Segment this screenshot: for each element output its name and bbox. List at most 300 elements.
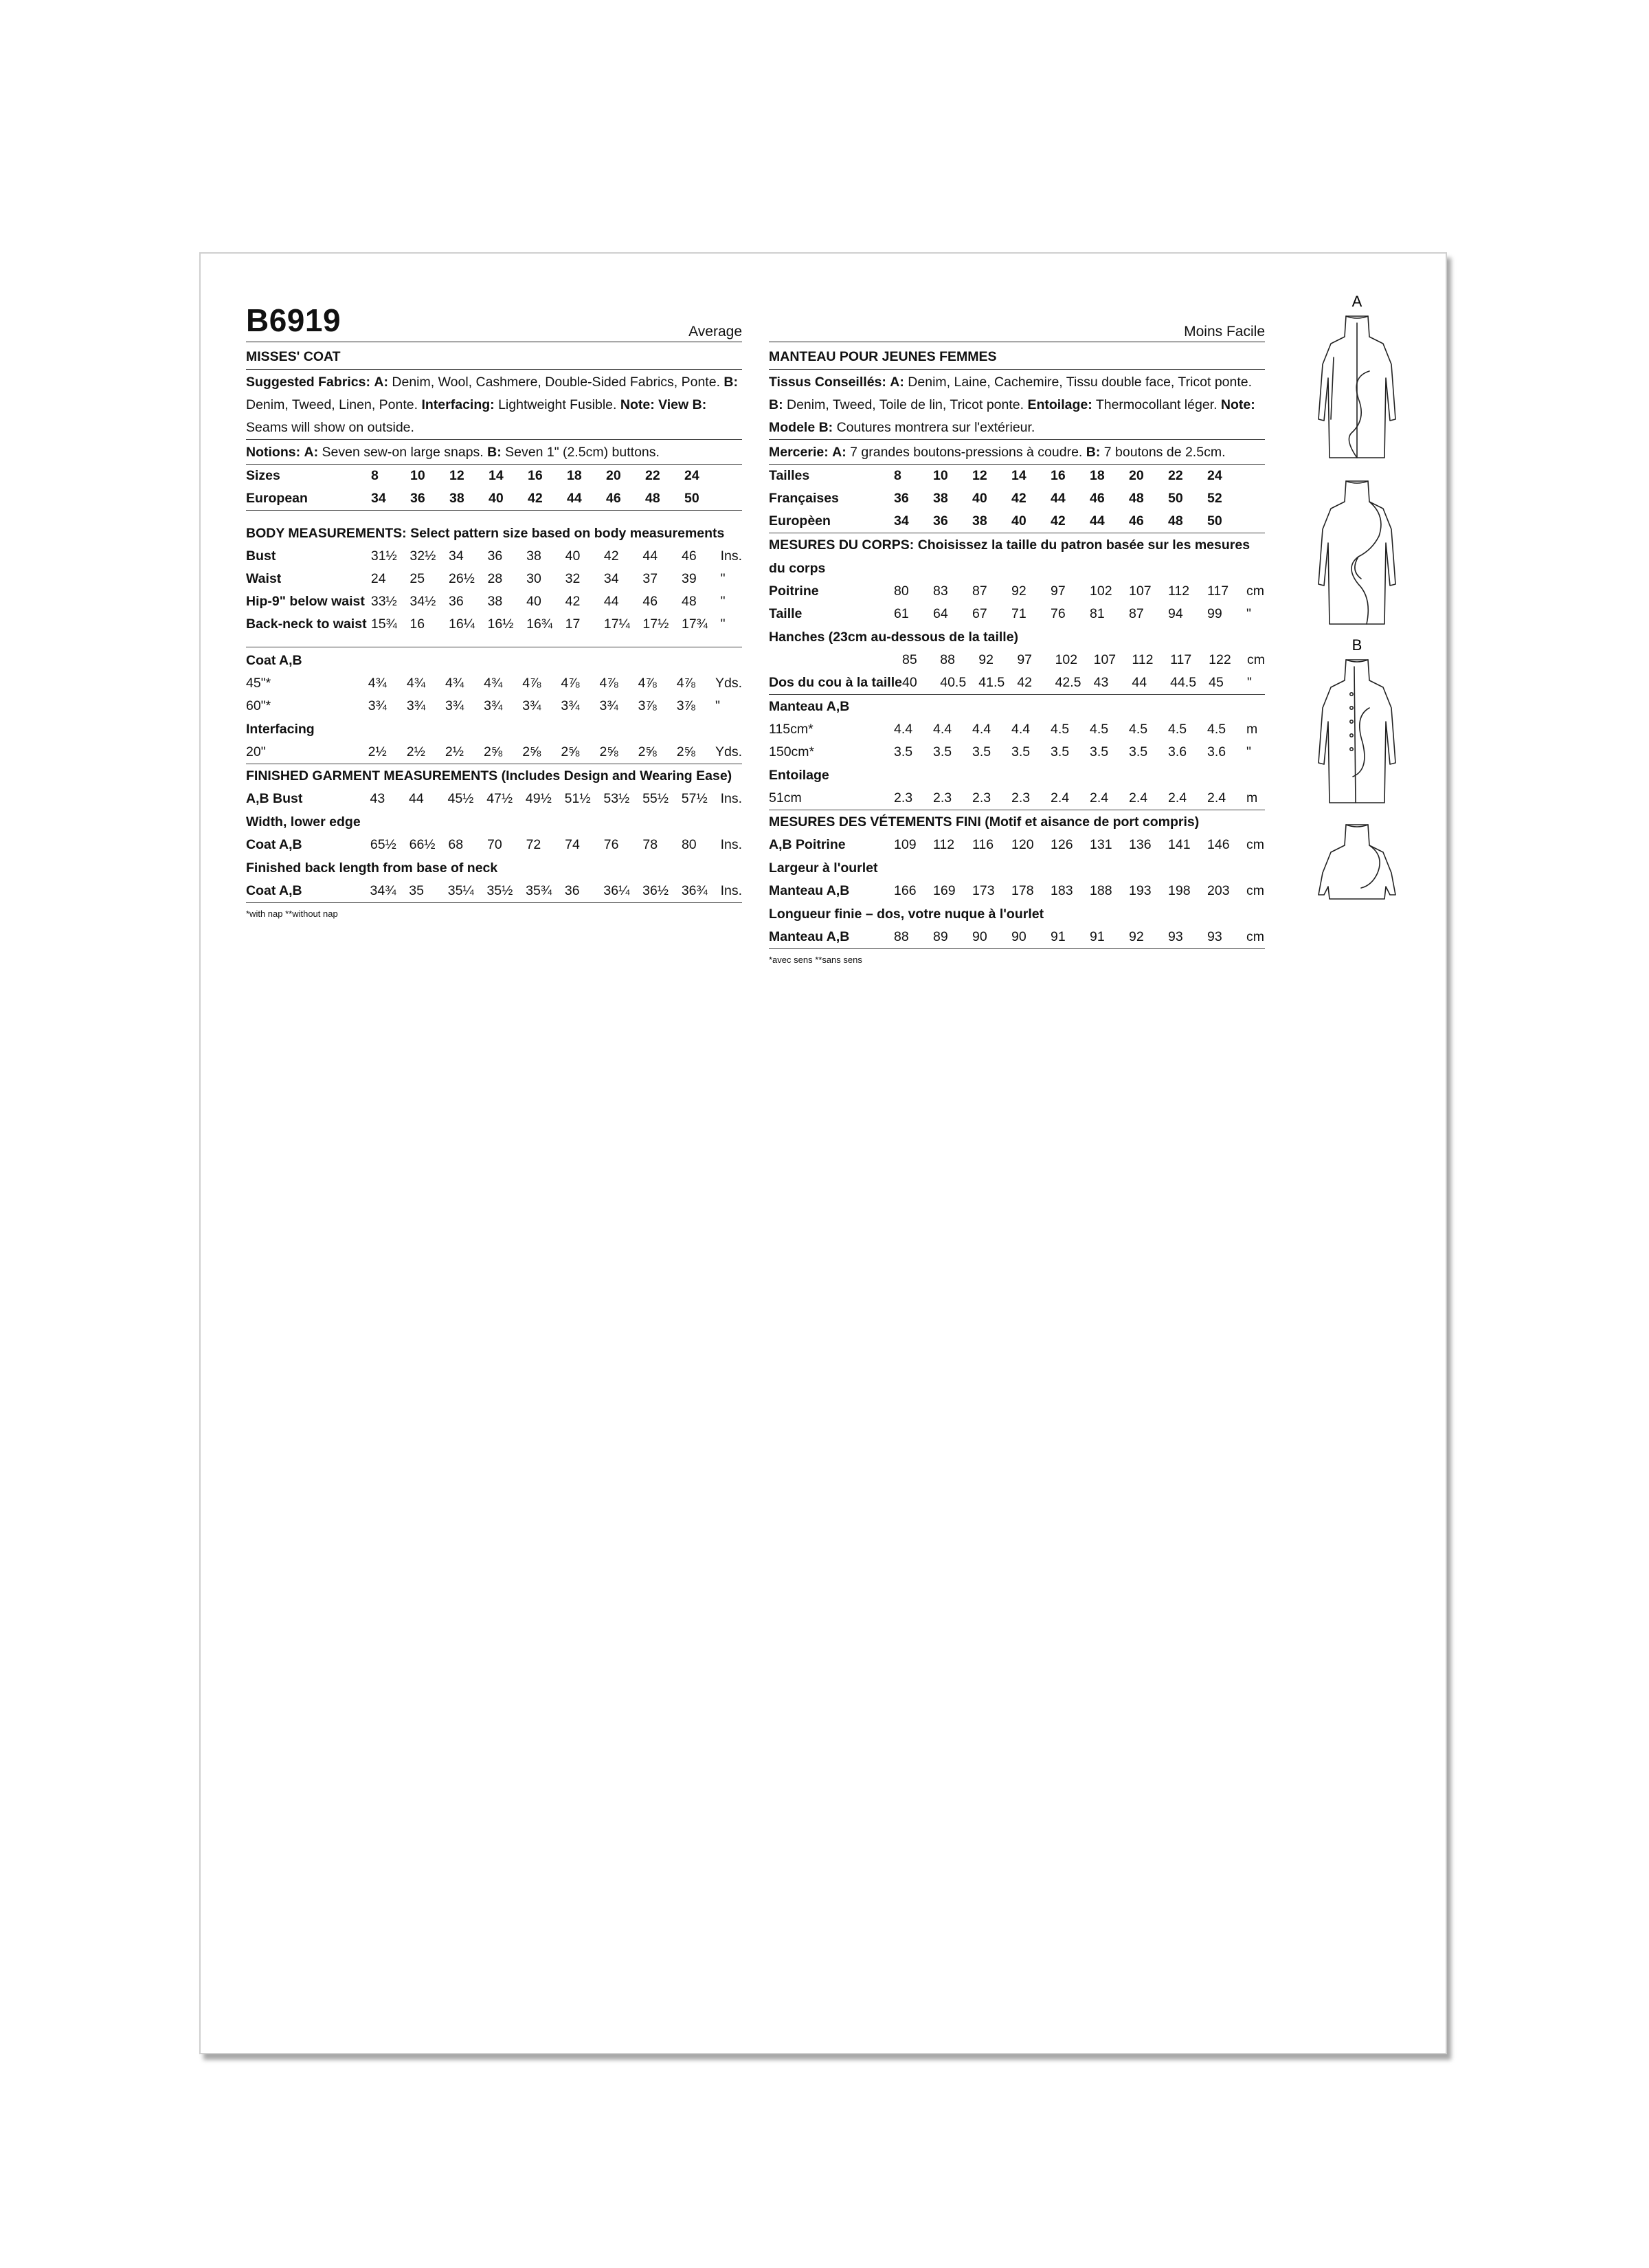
european-cell: 40 bbox=[489, 487, 528, 511]
row-label: Dos du cou à la taille bbox=[769, 671, 902, 695]
europeen-cell: 48 bbox=[1168, 510, 1207, 533]
value-cell: 3¾ bbox=[445, 698, 464, 713]
value-cell: 4⅞ bbox=[522, 676, 541, 691]
value-cell: 4.4 bbox=[972, 722, 991, 737]
coat-yardage-table-french bbox=[769, 718, 1265, 764]
unit-cell: cm bbox=[1246, 883, 1264, 898]
unit-cell: " bbox=[1247, 671, 1265, 695]
value-cell: 3.5 bbox=[972, 744, 991, 759]
note-text: Coutures montrera sur l'extérieur. bbox=[836, 420, 1035, 435]
value-cell: 3¾ bbox=[522, 698, 541, 713]
europeen-cell: 36 bbox=[933, 510, 972, 533]
unit-cell: " bbox=[720, 571, 726, 586]
francaises-cell: 52 bbox=[1207, 491, 1222, 506]
coat-line-drawings bbox=[1303, 296, 1413, 900]
value-cell: 193 bbox=[1129, 883, 1152, 898]
bust-table bbox=[246, 788, 742, 810]
difficulty-level: Average bbox=[688, 324, 742, 340]
size-cell: 14 bbox=[489, 468, 504, 483]
value-cell: 61 bbox=[894, 606, 909, 621]
value-cell: 64 bbox=[933, 606, 948, 621]
interfacing-label: Entoilage: bbox=[1027, 397, 1092, 412]
value-cell: 34¾ bbox=[370, 880, 410, 903]
coat-yardage-table bbox=[246, 672, 742, 718]
value-cell: 3.5 bbox=[1129, 744, 1148, 759]
european-cell: 36 bbox=[410, 487, 449, 511]
coat-yardage-heading-french: Manteau A,B bbox=[769, 699, 850, 714]
technical-drawings bbox=[1303, 296, 1413, 900]
european-cell: 34 bbox=[371, 487, 410, 511]
notions-b-label: B: bbox=[1086, 445, 1101, 460]
measurement-row bbox=[246, 834, 742, 856]
view-b-letter: B bbox=[1351, 636, 1362, 654]
value-cell: 198 bbox=[1168, 883, 1191, 898]
value-cell: 178 bbox=[1011, 883, 1034, 898]
measurement-row bbox=[246, 590, 742, 613]
measurement-row bbox=[769, 718, 1265, 741]
size-cell: 8 bbox=[894, 468, 901, 483]
value-cell: 48 bbox=[681, 594, 697, 609]
value-cell: 36 bbox=[487, 548, 503, 564]
footnote-french: *avec sens **sans sens bbox=[769, 955, 862, 965]
size-cell: 24 bbox=[684, 468, 699, 483]
unit-cell: Ins. bbox=[720, 791, 742, 806]
notions-label: Notions: bbox=[246, 445, 301, 460]
value-cell: 44 bbox=[409, 791, 424, 806]
value-cell: 107 bbox=[1129, 583, 1152, 599]
value-cell: 40.5 bbox=[940, 671, 978, 695]
interfacing-heading-french: Entoilage bbox=[769, 768, 829, 783]
size-cell: 8 bbox=[371, 468, 379, 483]
value-cell: 120 bbox=[1011, 837, 1034, 852]
value-cell: 85 bbox=[901, 652, 917, 667]
value-cell: 15¾ bbox=[370, 616, 397, 632]
width-table bbox=[246, 834, 742, 856]
value-cell: 2.3 bbox=[1011, 787, 1051, 810]
unit-cell: " bbox=[1246, 744, 1251, 759]
unit-cell: cm bbox=[1246, 837, 1264, 852]
value-cell: 4.5 bbox=[1168, 722, 1187, 737]
unit-cell: Ins. bbox=[720, 837, 742, 852]
value-cell: 4¾ bbox=[368, 676, 387, 691]
width-table-french bbox=[769, 880, 1265, 902]
value-cell: 40 bbox=[902, 671, 940, 695]
view-a-label: A: bbox=[374, 375, 388, 390]
unit-cell: cm bbox=[1246, 926, 1265, 949]
european-cell: 42 bbox=[528, 487, 567, 511]
value-cell: 3⅞ bbox=[676, 698, 695, 713]
value-cell: 122 bbox=[1209, 652, 1231, 667]
row-label: Taille bbox=[769, 606, 803, 621]
value-cell: 57½ bbox=[681, 791, 708, 806]
row-label: Coat A,B bbox=[246, 837, 302, 852]
unit-cell: cm bbox=[1247, 652, 1265, 667]
value-cell: 35¾ bbox=[526, 880, 565, 903]
measurement-row bbox=[246, 741, 742, 764]
row-label: 115cm* bbox=[769, 722, 814, 737]
body-measurements-table bbox=[246, 545, 742, 636]
view-a-back-drawing bbox=[1319, 481, 1395, 624]
value-cell: 116 bbox=[972, 837, 994, 852]
interfacing-text: Thermocollant léger. bbox=[1095, 397, 1218, 412]
francaises-cell: 36 bbox=[894, 491, 909, 506]
pattern-sheet bbox=[199, 252, 1447, 2054]
value-cell: 66½ bbox=[409, 837, 436, 852]
value-cell: 4.5 bbox=[1129, 722, 1148, 737]
europeen-row bbox=[769, 510, 1265, 533]
value-cell: 44 bbox=[1132, 671, 1170, 695]
value-cell: 2⅝ bbox=[677, 741, 715, 764]
notions-label: Mercerie: bbox=[769, 445, 829, 460]
value-cell: 146 bbox=[1207, 837, 1230, 852]
value-cell: 2.4 bbox=[1051, 787, 1090, 810]
value-cell: 87 bbox=[972, 583, 987, 599]
size-cell: 24 bbox=[1207, 468, 1222, 483]
european-row bbox=[246, 487, 742, 511]
value-cell: 24 bbox=[370, 571, 386, 586]
francaises-cell: 40 bbox=[972, 491, 987, 506]
unit-cell: cm bbox=[1246, 583, 1264, 599]
english-column bbox=[246, 302, 742, 919]
fabrics-label: Tissus Conseillés: bbox=[769, 375, 886, 390]
value-cell: 4¾ bbox=[406, 676, 425, 691]
note-label: Note: View B: bbox=[620, 397, 707, 412]
value-cell: 36¼ bbox=[603, 880, 642, 903]
value-cell: 17½ bbox=[642, 616, 669, 632]
european-cell: 50 bbox=[684, 487, 723, 511]
value-cell: 91 bbox=[1090, 926, 1129, 949]
value-cell: 33½ bbox=[370, 594, 397, 609]
size-cell: 10 bbox=[410, 468, 425, 483]
value-cell: 88 bbox=[940, 652, 955, 667]
value-cell: 67 bbox=[972, 606, 987, 621]
value-cell: 25 bbox=[410, 571, 425, 586]
value-cell: 3.5 bbox=[933, 744, 952, 759]
length-heading: Finished back length from base of neck bbox=[246, 860, 498, 876]
size-cell: 12 bbox=[449, 468, 464, 483]
value-cell: 91 bbox=[1051, 926, 1090, 949]
french-column bbox=[769, 302, 1265, 965]
value-cell: 92 bbox=[1011, 583, 1027, 599]
size-cell: 22 bbox=[645, 468, 660, 483]
view-a-label: A: bbox=[890, 375, 904, 390]
notions bbox=[246, 440, 742, 465]
size-table-french bbox=[769, 465, 1265, 533]
garment-title-french: MANTEAU POUR JEUNES FEMMES bbox=[769, 349, 1265, 370]
interfacing-label: Interfacing: bbox=[421, 397, 495, 412]
value-cell: 107 bbox=[1093, 652, 1117, 667]
value-cell: 43 bbox=[1094, 671, 1132, 695]
row-label: Manteau A,B bbox=[769, 883, 850, 898]
value-cell: 46 bbox=[642, 594, 658, 609]
value-cell: 173 bbox=[972, 883, 995, 898]
notions-a-label: A: bbox=[304, 445, 319, 460]
value-cell: 37 bbox=[642, 571, 658, 586]
europeen-cell: 44 bbox=[1090, 510, 1129, 533]
measurement-row bbox=[246, 613, 742, 636]
europeen-cell: 40 bbox=[1011, 510, 1051, 533]
value-cell: 4⅞ bbox=[676, 676, 695, 691]
value-cell: 126 bbox=[1051, 837, 1073, 852]
value-cell: 2½ bbox=[445, 741, 484, 764]
value-cell: 28 bbox=[487, 571, 503, 586]
value-cell: 112 bbox=[1168, 583, 1190, 599]
value-cell: 2⅝ bbox=[599, 741, 638, 764]
value-cell: 68 bbox=[448, 837, 464, 852]
value-cell: 188 bbox=[1090, 883, 1112, 898]
row-label: Hip-9" below waist bbox=[246, 594, 365, 609]
difficulty-level-french: Moins Facile bbox=[1184, 324, 1265, 340]
value-cell: 2.4 bbox=[1129, 787, 1168, 810]
finished-measurements-heading: FINISHED GARMENT MEASUREMENTS (Includes Design and Wearing Ease) bbox=[246, 768, 732, 783]
measurement-row bbox=[769, 926, 1265, 949]
value-cell: 169 bbox=[933, 883, 956, 898]
value-cell: 32 bbox=[565, 571, 581, 586]
value-cell: 76 bbox=[603, 837, 619, 852]
value-cell: 34 bbox=[448, 548, 464, 564]
size-table bbox=[246, 465, 742, 511]
measurement-row bbox=[769, 834, 1265, 856]
notions-a-text: 7 grandes boutons-pressions à coudre. bbox=[850, 445, 1083, 460]
sizes-row bbox=[246, 465, 742, 487]
value-cell: 53½ bbox=[603, 791, 630, 806]
row-label: 150cm* bbox=[769, 744, 815, 759]
value-cell: 81 bbox=[1090, 606, 1105, 621]
view-a-fabrics: Denim, Laine, Cachemire, Tissu double face, Tricot ponte. bbox=[908, 375, 1253, 390]
value-cell: 4.5 bbox=[1090, 722, 1109, 737]
francaises-cell: 48 bbox=[1129, 491, 1144, 506]
suggested-fabrics bbox=[246, 370, 742, 440]
value-cell: 17¼ bbox=[603, 616, 630, 632]
value-cell: 36¾ bbox=[682, 880, 721, 903]
value-cell: 3¾ bbox=[561, 698, 580, 713]
notions-french bbox=[769, 440, 1265, 465]
measurement-row bbox=[769, 603, 1265, 625]
value-cell: 55½ bbox=[642, 791, 669, 806]
row-label: Poitrine bbox=[769, 583, 819, 599]
row-label: Bust bbox=[246, 548, 276, 564]
row-label: Back-neck to waist bbox=[246, 616, 367, 632]
row-label: Coat A,B bbox=[246, 880, 370, 903]
value-cell: 30 bbox=[526, 571, 541, 586]
value-cell: 42 bbox=[565, 594, 581, 609]
value-cell: 4¾ bbox=[484, 676, 503, 691]
value-cell: 46 bbox=[681, 548, 697, 564]
view-a-fabrics: Denim, Wool, Cashmere, Double-Sided Fabrics, Ponte. bbox=[392, 375, 720, 390]
notions-b-label: B: bbox=[487, 445, 502, 460]
body-measurements-table-french bbox=[769, 580, 1265, 625]
value-cell: 87 bbox=[1129, 606, 1144, 621]
value-cell: 3¾ bbox=[484, 698, 503, 713]
european-label: European bbox=[246, 487, 371, 511]
interfacing-heading: Interfacing bbox=[246, 722, 315, 737]
size-cell: 20 bbox=[1129, 468, 1144, 483]
size-cell: 12 bbox=[972, 468, 987, 483]
europeen-cell: 42 bbox=[1051, 510, 1090, 533]
garment-title: MISSES' COAT bbox=[246, 349, 742, 370]
value-cell: 38 bbox=[526, 548, 541, 564]
measurement-row bbox=[246, 545, 742, 568]
header-english bbox=[246, 302, 742, 342]
width-heading-french: Largeur à l'ourlet bbox=[769, 860, 878, 876]
value-cell: 78 bbox=[642, 837, 658, 852]
sizes-label: Sizes bbox=[246, 468, 280, 483]
european-cell: 48 bbox=[645, 487, 684, 511]
europeen-cell: 46 bbox=[1129, 510, 1168, 533]
value-cell: 3.6 bbox=[1207, 744, 1226, 759]
measurement-row bbox=[769, 741, 1265, 764]
value-cell: 44 bbox=[642, 548, 658, 564]
pattern-code: B6919 bbox=[246, 302, 341, 338]
measurement-row bbox=[246, 672, 742, 695]
value-cell: 36 bbox=[565, 880, 603, 903]
sizes-row bbox=[769, 465, 1265, 487]
body-measurements-heading-french: MESURES DU CORPS: Choisissez la taille du patron basée sur les mesures du corps bbox=[769, 537, 1250, 576]
suggested-fabrics-french bbox=[769, 370, 1265, 440]
measurement-row bbox=[769, 580, 1265, 603]
value-cell: 117 bbox=[1207, 583, 1229, 599]
value-cell: 40 bbox=[526, 594, 541, 609]
view-b-fabrics: Denim, Tweed, Toile de lin, Tricot ponte. bbox=[787, 397, 1024, 412]
value-cell: 109 bbox=[894, 837, 917, 852]
value-cell: 41.5 bbox=[978, 671, 1017, 695]
measurement-row bbox=[246, 695, 742, 718]
measurement-row bbox=[769, 880, 1265, 902]
francaises-cell: 42 bbox=[1011, 491, 1027, 506]
row-label: 60"* bbox=[246, 698, 271, 713]
european-cell: 44 bbox=[567, 487, 606, 511]
value-cell: 4.4 bbox=[894, 722, 913, 737]
value-cell: 2.4 bbox=[1090, 787, 1129, 810]
value-cell: 4.4 bbox=[933, 722, 952, 737]
value-cell: 49½ bbox=[525, 791, 552, 806]
value-cell: 3.5 bbox=[894, 744, 913, 759]
interfacing-table-french bbox=[769, 787, 1265, 810]
measurement-row bbox=[246, 788, 742, 810]
value-cell: 2.3 bbox=[933, 787, 972, 810]
row-label: A,B Bust bbox=[246, 791, 303, 806]
value-cell: 38 bbox=[487, 594, 503, 609]
size-cell: 16 bbox=[1051, 468, 1066, 483]
notions-b-text: 7 boutons de 2.5cm. bbox=[1103, 445, 1226, 460]
unit-cell: " bbox=[715, 698, 720, 713]
row-label: A,B Poitrine bbox=[769, 837, 846, 852]
value-cell: 102 bbox=[1090, 583, 1112, 599]
value-cell: 2.3 bbox=[972, 787, 1011, 810]
unit-cell: Ins. bbox=[720, 548, 742, 564]
note-text: Seams will show on outside. bbox=[246, 420, 414, 435]
unit-cell: " bbox=[1246, 606, 1251, 621]
value-cell: 42 bbox=[1017, 671, 1055, 695]
view-b-back-drawing bbox=[1319, 825, 1395, 899]
value-cell: 42.5 bbox=[1055, 671, 1094, 695]
unit-cell: " bbox=[720, 616, 726, 632]
value-cell: 65½ bbox=[370, 837, 396, 852]
value-cell: 2⅝ bbox=[638, 741, 677, 764]
value-cell: 93 bbox=[1168, 926, 1207, 949]
value-cell: 42 bbox=[603, 548, 619, 564]
view-a-front-drawing bbox=[1319, 316, 1395, 458]
value-cell: 36½ bbox=[642, 880, 682, 903]
value-cell: 112 bbox=[1132, 652, 1154, 667]
length-heading-french: Longueur finie – dos, votre nuque à l'ourlet bbox=[769, 907, 1044, 922]
value-cell: 36 bbox=[448, 594, 464, 609]
size-cell: 14 bbox=[1011, 468, 1027, 483]
value-cell: 4⅞ bbox=[599, 676, 618, 691]
francaises-cell: 38 bbox=[933, 491, 948, 506]
row-label: 51cm bbox=[769, 787, 894, 810]
size-cell: 18 bbox=[567, 468, 582, 483]
value-cell: 3¾ bbox=[406, 698, 425, 713]
view-b-fabrics: Denim, Tweed, Linen, Ponte. bbox=[246, 397, 418, 412]
value-cell: 83 bbox=[933, 583, 948, 599]
value-cell: 26½ bbox=[448, 571, 475, 586]
value-cell: 4⅞ bbox=[561, 676, 580, 691]
value-cell: 117 bbox=[1170, 652, 1192, 667]
value-cell: 72 bbox=[526, 837, 541, 852]
footnote: *with nap **without nap bbox=[246, 909, 338, 919]
value-cell: 47½ bbox=[486, 791, 513, 806]
value-cell: 203 bbox=[1207, 883, 1230, 898]
row-label: Waist bbox=[246, 571, 282, 586]
value-cell: 16 bbox=[410, 616, 425, 632]
value-cell: 80 bbox=[681, 837, 697, 852]
value-cell: 93 bbox=[1207, 926, 1246, 949]
value-cell: 3.5 bbox=[1051, 744, 1070, 759]
value-cell: 136 bbox=[1129, 837, 1152, 852]
value-cell: 2.4 bbox=[1207, 787, 1246, 810]
value-cell: 2⅝ bbox=[522, 741, 561, 764]
size-cell: 10 bbox=[933, 468, 948, 483]
value-cell: 44.5 bbox=[1170, 671, 1209, 695]
europeen-cell: 34 bbox=[894, 510, 933, 533]
header-french bbox=[769, 302, 1265, 342]
value-cell: 43 bbox=[370, 791, 385, 806]
row-label: Manteau A,B bbox=[769, 926, 894, 949]
value-cell: 90 bbox=[972, 926, 1011, 949]
unit-cell: " bbox=[720, 594, 726, 609]
hanches-table bbox=[769, 649, 1265, 695]
measurement-row bbox=[769, 787, 1265, 810]
notions-b-text: Seven 1" (2.5cm) buttons. bbox=[505, 445, 660, 460]
value-cell: 92 bbox=[978, 652, 994, 667]
width-heading: Width, lower edge bbox=[246, 814, 361, 830]
row-label bbox=[769, 649, 902, 671]
measurement-row bbox=[769, 649, 1265, 671]
value-cell: 97 bbox=[1017, 652, 1033, 667]
value-cell: 34½ bbox=[410, 594, 436, 609]
measurement-row bbox=[769, 671, 1265, 695]
value-cell: 183 bbox=[1051, 883, 1073, 898]
value-cell: 2⅝ bbox=[561, 741, 599, 764]
value-cell: 3.6 bbox=[1168, 744, 1187, 759]
european-cell: 38 bbox=[449, 487, 489, 511]
value-cell: 3.5 bbox=[1011, 744, 1031, 759]
view-b-front-drawing bbox=[1319, 660, 1395, 803]
francaises-label: Françaises bbox=[769, 491, 839, 506]
value-cell: 88 bbox=[894, 926, 933, 949]
value-cell: 16¾ bbox=[526, 616, 553, 632]
value-cell: 17 bbox=[565, 616, 581, 632]
view-b-label: B: bbox=[769, 397, 783, 412]
value-cell: 94 bbox=[1168, 606, 1183, 621]
measurement-row bbox=[246, 568, 742, 590]
value-cell: 89 bbox=[933, 926, 972, 949]
size-cell: 22 bbox=[1168, 468, 1183, 483]
value-cell: 74 bbox=[565, 837, 580, 852]
value-cell: 141 bbox=[1168, 837, 1191, 852]
length-table bbox=[246, 880, 742, 903]
